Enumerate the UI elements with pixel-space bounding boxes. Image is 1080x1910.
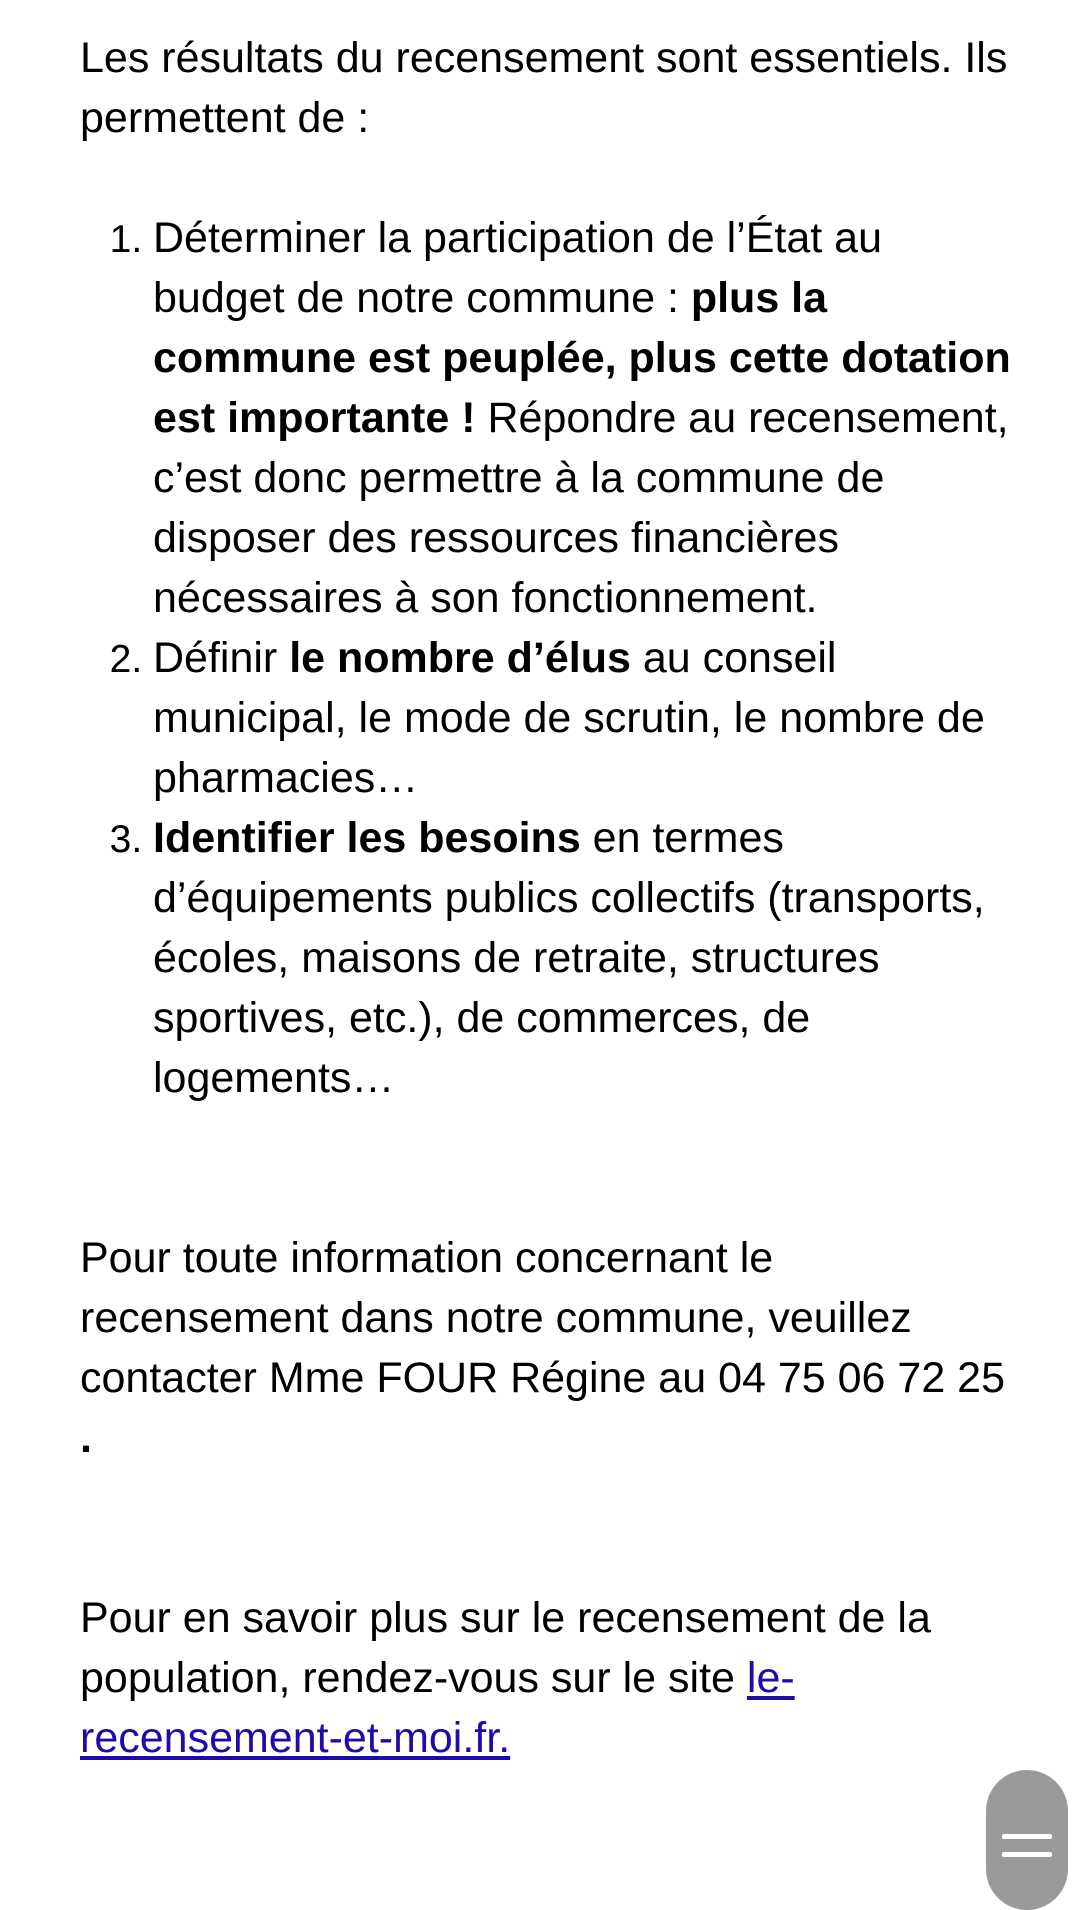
item-bold-text: plus la commune est peuplée, plus cette dotation est importante ! <box>153 274 1011 442</box>
article-content <box>80 28 1020 1768</box>
recensement-site-link[interactable]: le-recensement-et-moi.fr. <box>80 1654 795 1762</box>
contact-end: . <box>80 1414 92 1462</box>
benefits-list <box>80 208 1020 1108</box>
intro-paragraph: Les résultats du recensement sont essentiels. Ils permettent de : <box>80 34 1008 142</box>
list-item <box>153 208 1020 628</box>
item-text: en termes d’équipements publics collectifs (transports, écoles, maisons de retraite, structures sportives, etc.), de commerces, de logements… <box>153 814 985 1102</box>
menu-button[interactable] <box>986 1770 1068 1910</box>
list-item <box>153 808 1020 1108</box>
more-info-text: Pour en savoir plus sur le recensement de la population, rendez-vous sur le site <box>80 1594 931 1702</box>
item-bold-text: le nombre d’élus <box>289 634 631 682</box>
item-text: Répondre au recensement, c’est donc permettre à la commune de disposer des ressources financières nécessaires à son fonctionnement. <box>153 394 1009 622</box>
list-item <box>153 628 1020 808</box>
item-text: au conseil municipal, le mode de scrutin, le nombre de pharmacies… <box>153 634 985 802</box>
hamburger-menu-icon-bar <box>1002 1852 1052 1857</box>
hamburger-menu-icon <box>1002 1834 1052 1839</box>
contact-paragraph <box>80 1228 1020 1468</box>
contact-text: Pour toute information concernant le recensement dans notre commune, veuillez contacter Mme FOUR Régine au 04 75 06 72 25 <box>80 1234 1006 1402</box>
item-text: Déterminer la participation de l’État au budget de notre commune : <box>153 214 882 322</box>
item-text: Définir <box>153 634 290 682</box>
more-info-paragraph <box>80 1588 1020 1768</box>
item-bold-text: Identifier les besoins <box>153 814 581 862</box>
